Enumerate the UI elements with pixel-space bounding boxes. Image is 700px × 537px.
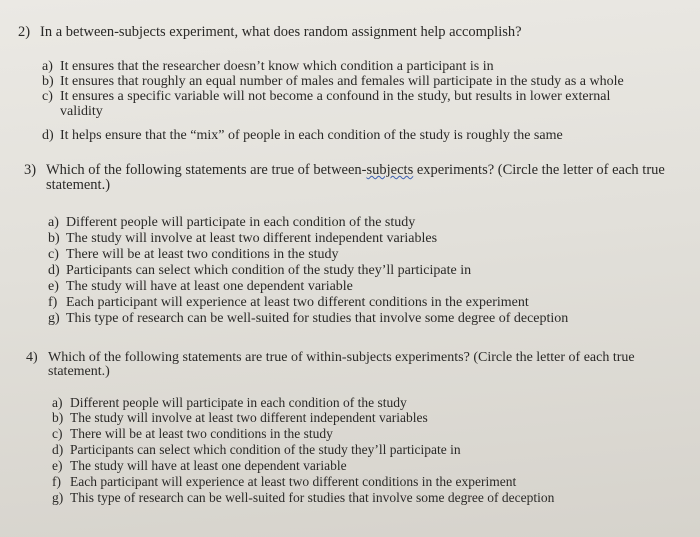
option-a[interactable]: a) It ensures that the researcher doesn’t know which condition a participant is in [42, 59, 494, 74]
question-number: 2) [18, 24, 31, 40]
question-text-continued: statement.) [48, 364, 110, 379]
option-a[interactable]: a) Different people will participate in each condition of the study [52, 395, 407, 410]
question-text: 3) Which of the following statements are true of between-subjects experiments? (Circle the letter of each true [24, 162, 665, 178]
option-b[interactable]: b) The study will involve at least two different independent variables [48, 231, 438, 246]
option-g[interactable]: g) This type of research can be well-suited for studies that involve some degree of deception [52, 490, 555, 505]
option-d[interactable]: d) Participants can select which condition of the study they’ll participate in [48, 263, 472, 278]
option-b[interactable]: b) The study will involve at least two different independent variables [52, 410, 428, 425]
option-f[interactable]: f) Each participant will experience at least two different conditions in the experiment [48, 295, 529, 310]
option-c-continued: validity [60, 104, 103, 119]
option-c[interactable]: c) It ensures a specific variable will not become a confound in the study, but results in lower external [42, 89, 611, 104]
option-d[interactable]: d) Participants can select which condition of the study they’ll participate in [52, 442, 461, 457]
question-number: 3) [24, 162, 37, 178]
question-text: 4) Which of the following statements are true of within-subjects experiments? (Circle the letter of each true [26, 350, 635, 365]
question-number: 4) [26, 350, 38, 365]
option-e[interactable]: e) The study will have at least one dependent variable [52, 458, 347, 473]
question-text-continued: statement.) [46, 177, 111, 193]
option-c[interactable]: c) There will be at least two conditions in the study [48, 247, 339, 262]
option-e[interactable]: e) The study will have at least one dependent variable [48, 279, 353, 294]
option-a[interactable]: a) Different people will participate in each condition of the study [48, 215, 416, 230]
option-f[interactable]: f) Each participant will experience at least two different conditions in the experiment [52, 474, 517, 489]
option-b[interactable]: b) It ensures that roughly an equal number of males and females will participate in the study as a whole [42, 74, 624, 89]
option-g[interactable]: g) This type of research can be well-suited for studies that involve some degree of deception [48, 311, 569, 326]
option-d[interactable]: d) It helps ensure that the “mix” of people in each condition of the study is roughly the same [42, 128, 563, 143]
question-text: 2) In a between-subjects experiment, what does random assignment help accomplish? [18, 24, 522, 40]
option-c[interactable]: c) There will be at least two conditions in the study [52, 426, 333, 441]
